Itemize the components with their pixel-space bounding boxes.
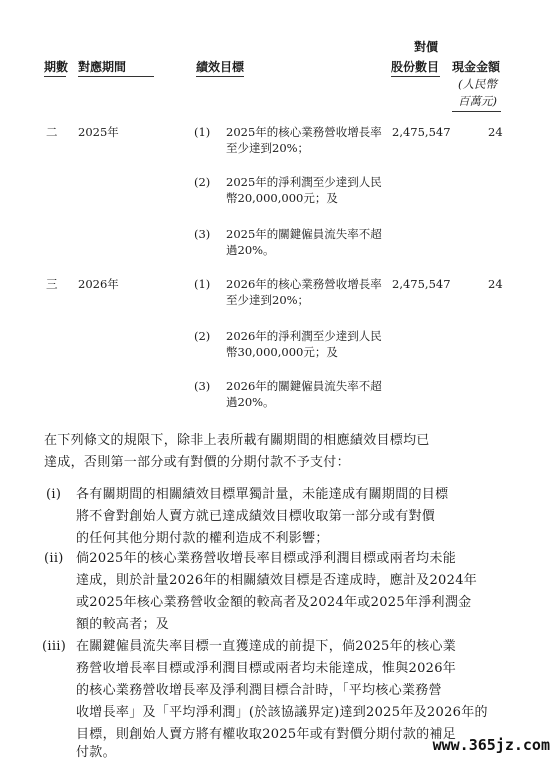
period-number: 三 <box>46 277 58 291</box>
header-cash-line1: 現金金額 <box>452 60 501 74</box>
target-text: 2025年的核心業務營收增長率 <box>226 125 382 139</box>
header-cash-line2: (人民幣 <box>458 77 497 91</box>
share-count: 2,475,547 <box>392 277 451 291</box>
header-rule <box>452 111 501 112</box>
cash-amount: 24 <box>488 125 503 139</box>
intro-line: 達成，否則第一部分或有對價的分期付款不予支付： <box>44 455 350 470</box>
target-text: 至少達到20%； <box>226 293 310 307</box>
clause-line: 收增長率」及「平均淨利潤」(於該協議界定)達到2025年及2026年的 <box>76 705 488 720</box>
target-text: 2026年的關鍵僱員流失率不超 <box>226 379 382 393</box>
target-text: 幣20,000,000元；及 <box>226 191 338 205</box>
header-shares-line1: 對價 <box>414 40 439 54</box>
clause-line: 的任何其他分期付款的權利造成不利影響； <box>76 531 329 546</box>
watermark: www.365jz.com <box>432 736 550 754</box>
target-text: 2025年的關鍵僱員流失率不超 <box>226 227 382 241</box>
period-number: 二 <box>46 125 58 139</box>
clause-number: (ii) <box>44 551 64 566</box>
clause-line: 額的較高者；及 <box>76 617 170 632</box>
target-number: (2) <box>194 329 211 343</box>
clause-line: 付款。 <box>76 745 116 760</box>
share-count: 2,475,547 <box>392 125 451 139</box>
target-text: 過20%。 <box>226 395 275 409</box>
target-text: 至少達到20%； <box>226 141 310 155</box>
clause-line: 倘2025年的核心業務營收增長率目標或淨利潤目標或兩者均未能 <box>76 551 457 566</box>
header-target: 績效目標 <box>196 60 245 74</box>
intro-line: 在下列條文的規限下，除非上表所載有關期間的相應績效目標均已 <box>44 433 430 448</box>
clause-number: (i) <box>46 487 62 502</box>
clause-number: (iii) <box>42 639 67 654</box>
header-rule <box>391 76 440 77</box>
clause-line: 將不會對創始人賣方就已達成績效目標收取第一部分或有對價 <box>76 509 436 524</box>
target-number: (1) <box>194 125 211 139</box>
cash-amount: 24 <box>488 277 503 291</box>
clause-line: 各有關期間的相關績效目標單獨計量，未能達成有關期間的目標 <box>76 487 449 502</box>
header-cash-line3: 百萬元) <box>458 94 497 108</box>
target-number: (1) <box>194 277 211 291</box>
clause-line: 務營收增長率目標或淨利潤目標或兩者均未能達成，惟與2026年 <box>76 661 457 676</box>
target-number: (3) <box>194 227 211 241</box>
target-text: 2025年的淨利潤至少達到人民 <box>226 175 382 189</box>
header-rule <box>196 76 244 77</box>
period-year: 2026年 <box>78 277 119 291</box>
header-rule <box>78 76 154 77</box>
header-rule <box>44 76 66 77</box>
target-number: (3) <box>194 379 211 393</box>
target-text: 2026年的淨利潤至少達到人民 <box>226 329 382 343</box>
period-year: 2025年 <box>78 125 119 139</box>
clause-line: 在關鍵僱員流失率目標一直獲達成的前提下，倘2025年的核心業 <box>76 639 457 654</box>
header-shares-line2: 股份數目 <box>391 60 440 74</box>
header-period: 對應期間 <box>78 60 127 74</box>
clause-line: 達成，則於計量2026年的相關績效目標是否達成時，應計及2024年 <box>76 573 478 588</box>
target-number: (2) <box>194 175 211 189</box>
target-text: 過20%。 <box>226 243 275 257</box>
target-text: 幣30,000,000元；及 <box>226 345 338 359</box>
clause-line: 或2025年核心業務營收金額的較高者及2024年或2025年淨利潤金 <box>76 595 472 610</box>
target-text: 2026年的核心業務營收增長率 <box>226 277 382 291</box>
header-period-no: 期數 <box>44 60 69 74</box>
clause-line: 的核心業務營收增長率及淨利潤目標合計時，「平均核心業務營 <box>76 683 442 698</box>
clause-line: 目標，則創始人賣方將有權收取2025年或有對價分期付款的補足 <box>76 727 457 742</box>
